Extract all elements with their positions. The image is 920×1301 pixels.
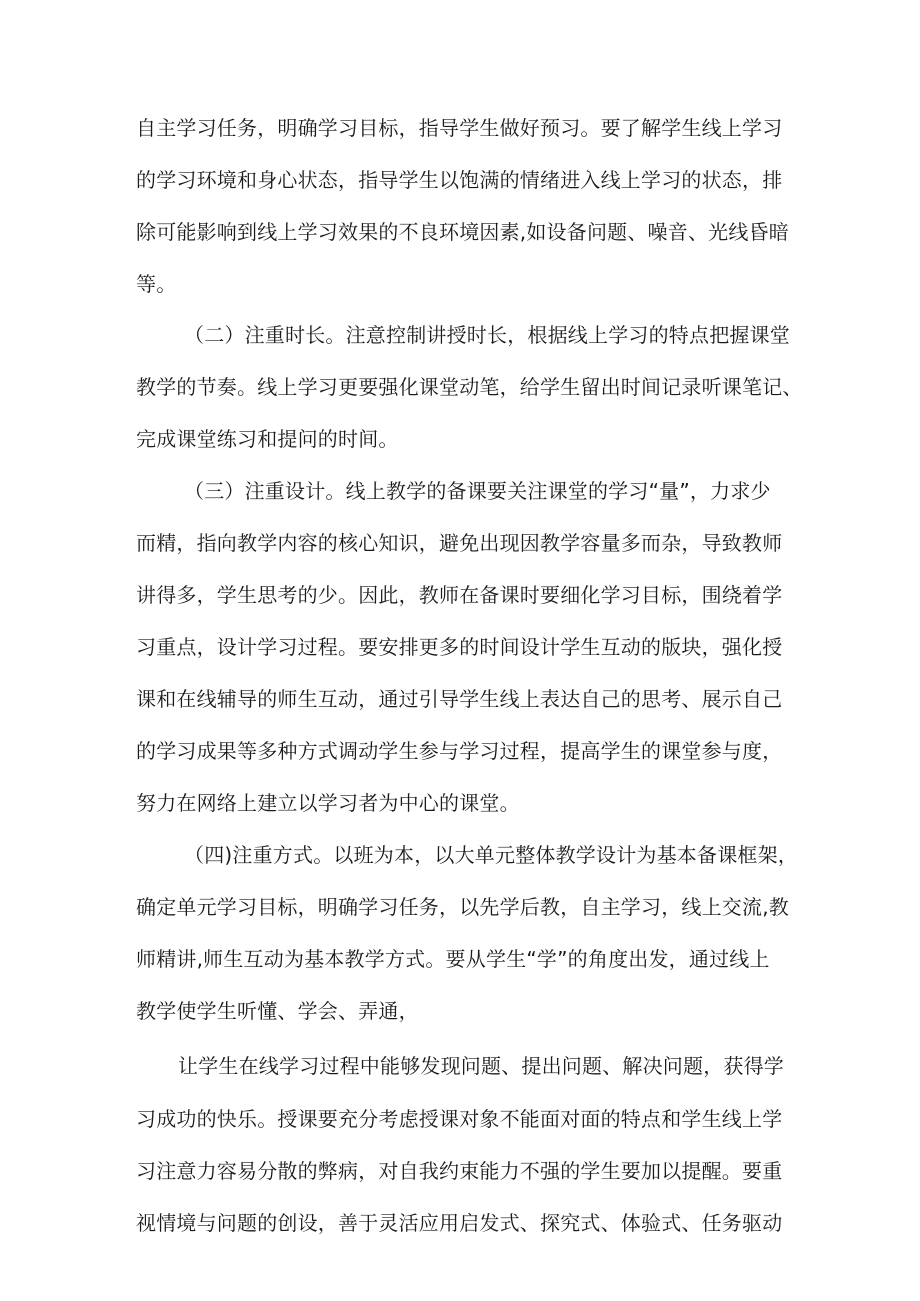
- text-line: 的学习成果等多种方式调动学生参与学习过程，提高学生的课堂参与度，: [136, 739, 783, 763]
- text-line: 习注意力容易分散的弊病，对自我约束能力不强的学生要加以提醒。要重: [136, 1159, 783, 1183]
- text-line: 自主学习任务，明确学习目标，指导学生做好预习。要了解学生线上学习: [136, 116, 783, 140]
- text-line: 努力在网络上建立以学习者为中心的课堂。: [136, 791, 520, 815]
- text-line: 教学的节奏。线上学习更要强化课堂动笔，给学生留出时间记录听课笔记、: [136, 375, 803, 399]
- text-line: 确定单元学习目标，明确学习任务，以先学后教，自主学习，线上交流,教: [136, 895, 789, 919]
- text-line: 等。: [136, 272, 177, 296]
- text-line: 课和在线辅导的师生互动，通过引导学生线上表达自己的思考、展示自己: [136, 687, 783, 711]
- text-line: 而精，指向教学内容的核心知识，避免出现因教学容量多而杂，导致教师: [136, 531, 783, 555]
- text-line: 视情境与问题的创设，善于灵活应用启发式、探究式、体验式、任务驱动: [136, 1211, 783, 1235]
- text-line: 除可能影响到线上学习效果的不良环境因素,如设备问题、噪音、光线昏暗: [136, 220, 789, 244]
- text-line: （四)注重方式。以班为本，以大单元整体教学设计为基本备课框架，: [184, 843, 799, 867]
- text-line: 教学使学生听懂、学会、弄通，: [136, 999, 419, 1023]
- text-line: 的学习环境和身心状态，指导学生以饱满的情绪进入线上学习的状态，排: [136, 168, 783, 192]
- text-line: 讲得多，学生思考的少。因此，教师在备课时要细化学习目标，围绕着学: [136, 583, 783, 607]
- text-line: 习重点，设计学习过程。要安排更多的时间设计学生互动的版块，强化授: [136, 635, 783, 659]
- text-line: （三）注重设计。线上教学的备课要关注课堂的学习“量”，力求少: [184, 479, 771, 503]
- text-line: 完成课堂练习和提问的时间。: [136, 427, 399, 451]
- text-line: 习成功的快乐。授课要充分考虑授课对象不能面对面的特点和学生线上学: [136, 1107, 783, 1131]
- text-line: 师精讲,师生互动为基本教学方式。要从学生“学”的角度出发，通过线上: [136, 947, 770, 971]
- text-line: 让学生在线学习过程中能够发现问题、提出问题、解决问题，获得学: [178, 1054, 784, 1078]
- text-line: （二）注重时长。注意控制讲授时长，根据线上学习的特点把握课堂: [184, 323, 790, 347]
